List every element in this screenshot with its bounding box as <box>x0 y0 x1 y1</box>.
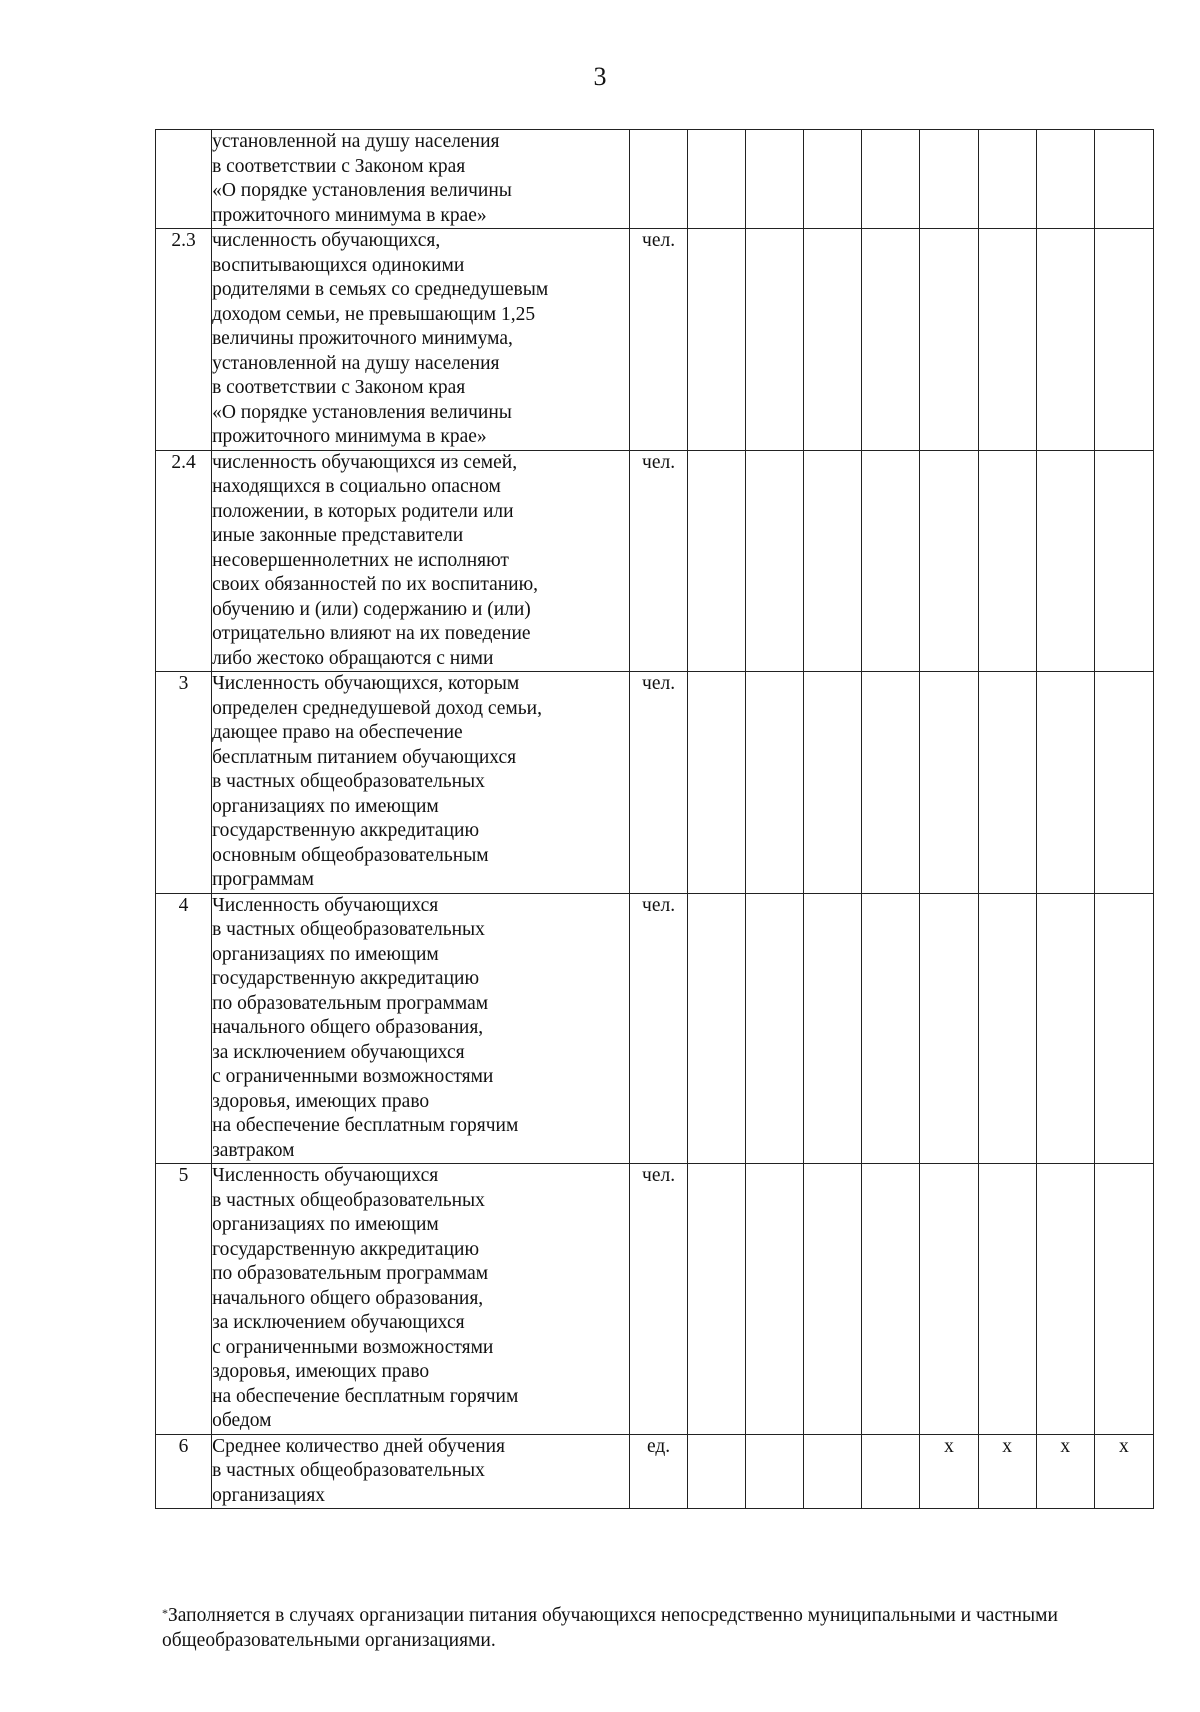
value-cell <box>804 1434 862 1509</box>
value-cell <box>688 672 746 894</box>
value-cell <box>920 893 978 1164</box>
footnote <box>162 1603 1122 1653</box>
value-cell <box>1094 450 1153 672</box>
value-cell <box>978 672 1036 894</box>
value-cell <box>920 229 978 451</box>
table-row <box>156 893 1154 1164</box>
value-cell <box>688 893 746 1164</box>
row-unit <box>630 130 688 229</box>
value-cell <box>862 450 920 672</box>
row-unit: чел. <box>630 450 688 672</box>
value-cell <box>978 130 1036 229</box>
row-description: численность обучающихся, воспитывающихся одинокими родителями в семьях со среднедушевым доходом семьи, не превышающим 1,25 величины прожиточного минимума, установленной на душу населения в соответствии с Законом края «О порядке установления величины прожиточного минимума в крае» <box>212 229 630 451</box>
value-cell <box>862 229 920 451</box>
value-cell <box>746 893 804 1164</box>
value-cell <box>862 893 920 1164</box>
table-body <box>156 130 1154 1509</box>
row-description: численность обучающихся из семей, находящихся в социально опасном положении, в которых родители или иные законные представители несовершеннолетних не исполняют своих обязанностей по их воспитанию, обучению и (или) содержанию и (или) отрицательно влияют на их поведение либо жестоко обращаются с ними <box>212 450 630 672</box>
value-cell: х <box>1094 1434 1153 1509</box>
value-cell <box>1094 1164 1153 1435</box>
row-number: 4 <box>156 893 212 1164</box>
value-cell <box>1094 893 1153 1164</box>
value-cell <box>1036 672 1094 894</box>
value-cell: х <box>920 1434 978 1509</box>
row-number: 5 <box>156 1164 212 1435</box>
row-unit: ед. <box>630 1434 688 1509</box>
value-cell <box>1036 229 1094 451</box>
value-cell <box>688 450 746 672</box>
value-cell: х <box>1036 1434 1094 1509</box>
value-cell <box>746 130 804 229</box>
value-cell <box>862 130 920 229</box>
table-row <box>156 229 1154 451</box>
value-cell <box>920 672 978 894</box>
value-cell <box>1036 1164 1094 1435</box>
value-cell <box>746 672 804 894</box>
row-unit: чел. <box>630 893 688 1164</box>
value-cell <box>1036 130 1094 229</box>
value-cell <box>920 1164 978 1435</box>
value-cell <box>746 229 804 451</box>
row-unit: чел. <box>630 672 688 894</box>
value-cell <box>688 229 746 451</box>
value-cell: х <box>978 1434 1036 1509</box>
value-cell <box>1094 229 1153 451</box>
value-cell <box>862 1164 920 1435</box>
table-row <box>156 130 1154 229</box>
value-cell <box>978 1164 1036 1435</box>
row-unit: чел. <box>630 229 688 451</box>
value-cell <box>804 130 862 229</box>
value-cell <box>746 450 804 672</box>
value-cell <box>804 450 862 672</box>
footnote-text: Заполняется в случаях организации питания обучающихся непосредственно муниципальными и частными общеобразовательными организациями. <box>162 1605 1058 1651</box>
table-row <box>156 1164 1154 1435</box>
row-unit: чел. <box>630 1164 688 1435</box>
value-cell <box>920 130 978 229</box>
value-cell <box>920 450 978 672</box>
table-row <box>156 1434 1154 1509</box>
value-cell <box>688 1164 746 1435</box>
row-description: Численность обучающихся в частных общеобразовательных организациях по имеющим государственную аккредитацию по образовательным программам начального общего образования, за исключением обучающихся с ограниченными возможностями здоровья, имеющих право на обеспечение бесплатным горячим обедом <box>212 1164 630 1435</box>
value-cell <box>978 450 1036 672</box>
row-number: 3 <box>156 672 212 894</box>
value-cell <box>804 229 862 451</box>
row-description: установленной на душу населения в соответствии с Законом края «О порядке установления величины прожиточного минимума в крае» <box>212 130 630 229</box>
row-description: Численность обучающихся в частных общеобразовательных организациях по имеющим государственную аккредитацию по образовательным программам начального общего образования, за исключением обучающихся с ограниченными возможностями здоровья, имеющих право на обеспечение бесплатным горячим завтраком <box>212 893 630 1164</box>
row-number: 2.3 <box>156 229 212 451</box>
value-cell <box>746 1434 804 1509</box>
row-number <box>156 130 212 229</box>
value-cell <box>1094 130 1153 229</box>
row-number: 6 <box>156 1434 212 1509</box>
value-cell <box>1036 450 1094 672</box>
value-cell <box>688 1434 746 1509</box>
value-cell <box>804 893 862 1164</box>
value-cell <box>688 130 746 229</box>
value-cell <box>1094 672 1153 894</box>
value-cell <box>862 1434 920 1509</box>
value-cell <box>804 672 862 894</box>
row-number: 2.4 <box>156 450 212 672</box>
row-description: Численность обучающихся, которым определен среднедушевой доход семьи, дающее право на обеспечение бесплатным питанием обучающихся в частных общеобразовательных организациях по имеющим государственную аккредитацию основным общеобразовательным программам <box>212 672 630 894</box>
table-row <box>156 450 1154 672</box>
value-cell <box>862 672 920 894</box>
value-cell <box>1036 893 1094 1164</box>
value-cell <box>978 229 1036 451</box>
report-table <box>155 129 1154 1509</box>
footnote-marker: * <box>162 1606 168 1620</box>
table-row <box>156 672 1154 894</box>
value-cell <box>978 893 1036 1164</box>
page-number: 3 <box>593 62 607 91</box>
row-description: Среднее количество дней обучения в частных общеобразовательных организациях <box>212 1434 630 1509</box>
value-cell <box>746 1164 804 1435</box>
value-cell <box>804 1164 862 1435</box>
